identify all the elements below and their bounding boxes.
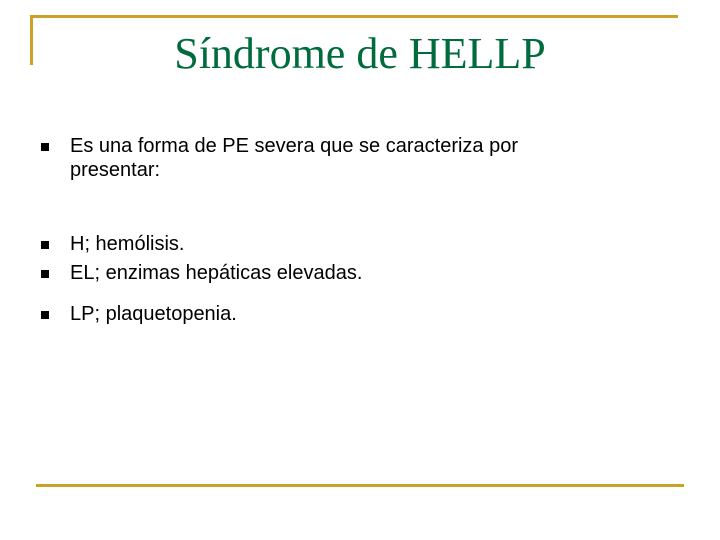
slide-title: Síndrome de HELLP [174,29,546,78]
square-bullet-icon [41,311,49,319]
bottom-rule-line [36,484,684,487]
bullet-text: EL; enzimas hepáticas elevadas. [70,262,363,284]
bullet-line: presentar: [70,159,161,181]
square-bullet-icon [41,270,49,278]
square-bullet-icon [41,241,49,249]
bullet-line: Es una forma de PE severa que se caracteriza por [70,135,519,157]
square-bullet-icon [41,143,49,151]
bullet-text: H; hemólisis. [70,233,185,255]
bullet-text: LP; plaquetopenia. [70,303,237,325]
bullet-text [70,134,670,182]
